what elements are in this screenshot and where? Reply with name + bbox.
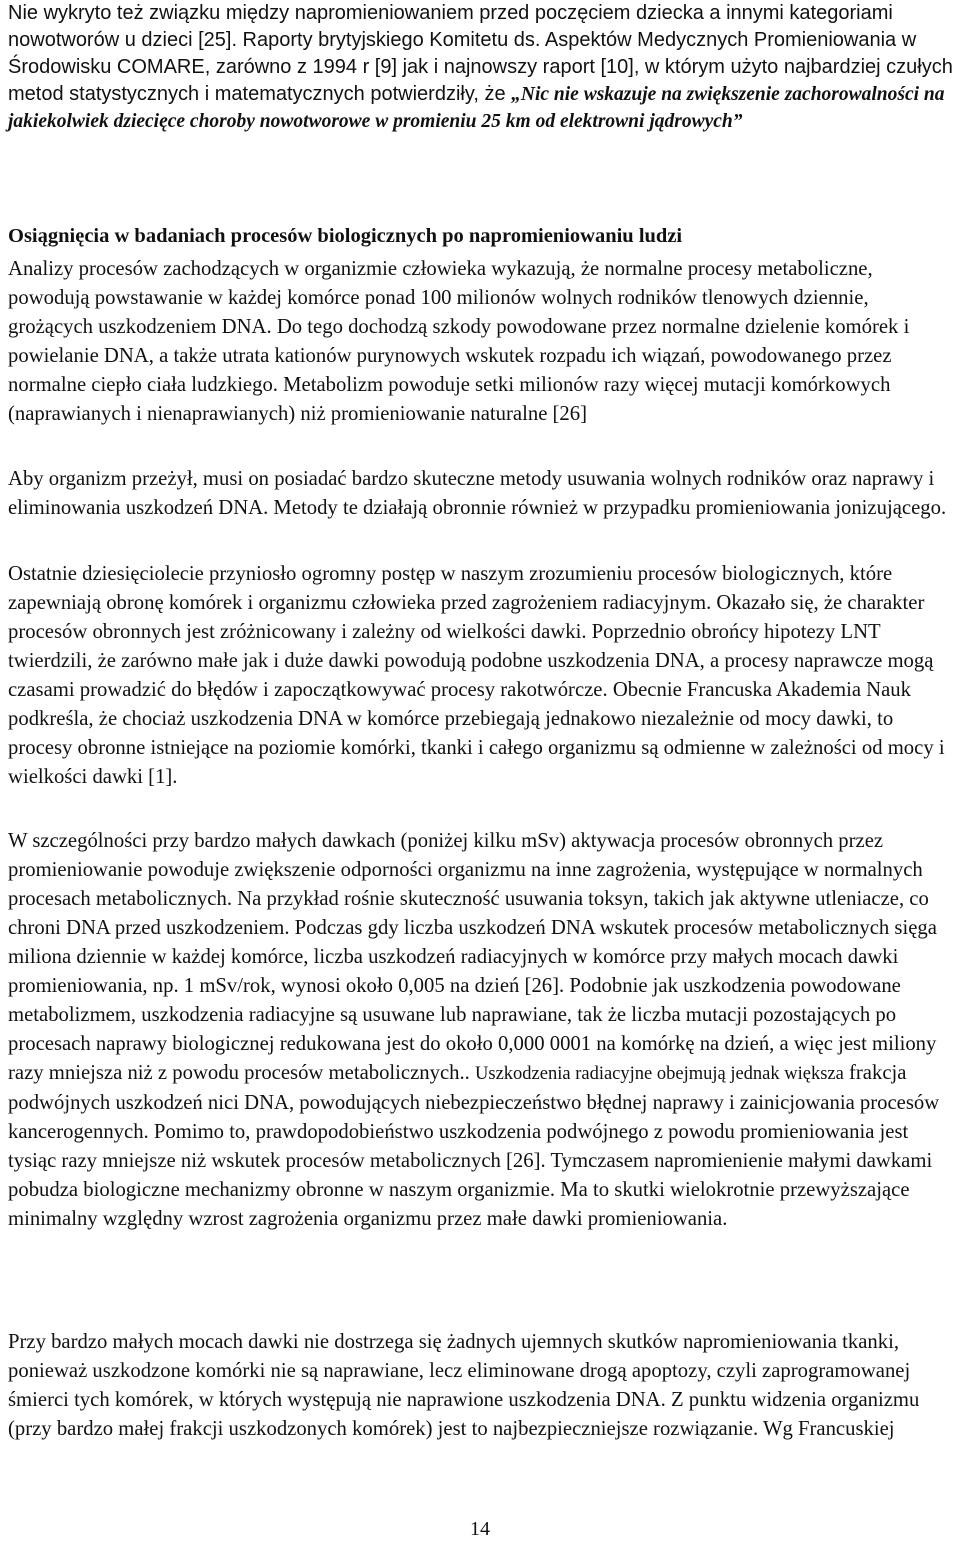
paragraph-small-doses-rest: frakcja podwójnych uszkodzeń nici DNA, powodujących niebezpieczeństwo błędnej naprawy i zainicjowania procesów kancerogennych. Pomimo to, prawdopodobieństwo uszkodzenia podwójnego z powodu promieniowania jest tysiąc razy mniejsze niż wskutek procesów metabolicznych [26]. Tymczasem napromienienie małymi dawkami pobudza biologiczne mechanizmy obronne w naszym organizmie. Ma to skutki wielokrotnie przewyższające minimalny względny wzrost zagrożenia organizmu przez małe dawki promieniowania. (8, 1062, 940, 1230)
section-heading: Osiągnięcia w badaniach procesów biologicznych po napromieniowaniu ludzi (8, 225, 683, 247)
page-number: 14 (470, 1518, 490, 1540)
paragraph-metabolism: Analizy procesów zachodzących w organizmie człowieka wykazują, że normalne procesy metaboliczne, powodują powstawanie w każdej komórce ponad 100 milionów wolnych rodników tlenowych dziennie, grożących uszkodzeniem DNA. Do tego dochodzą szkody powodowane przez normalne dzielenie komórek i powielanie DNA, a także utrata kationów purynowych wskutek rozpadu ich wiązań, powodowanego przez normalne ciepło ciała ludzkiego. Metabolizm powoduje setki milionów razy więcej mutacji komórkowych (naprawianych i nienaprawianych) niż promieniowanie naturalne [26] (8, 258, 910, 425)
paragraph-small-doses-small-text: Uszkodzenia radiacyjne obejmują jednak większa (475, 1064, 844, 1084)
paragraph-survival: Aby organizm przeżył, musi on posiadać bardzo skuteczne metody usuwania wolnych rodników oraz naprawy i eliminowania uszkodzeń DNA. Metody te działają obronnie również w przypadku promieniowania jonizującego. (8, 468, 947, 519)
intro-paragraph (8, 0, 954, 135)
paragraph-small-doses-main: W szczególności przy bardzo małych dawkach (poniżej kilku mSv) aktywacja procesów obronnych przez promieniowanie powoduje zwiększenie odporności organizmu na inne zagrożenia, występujące w normalnych procesach metabolicznych. Na przykład rośnie skuteczność usuwania toksyn, takich jak aktywne utleniacze, co chroni DNA przed uszkodzeniem. Podczas gdy liczba uszkodzeń DNA wskutek procesów metabolicznych sięga miliona dziennie w każdej komórce, liczba uszkodzeń radiacyjnych w komórce przy małych mocach dawki promieniowania, np. 1 mSv/rok, wynosi około 0,005 na dzień [26]. Podobnie jak uszkodzenia powodowane metabolizmem, uszkodzenia radiacyjne są usuwane lub naprawiane, tak że liczba mutacji pozostających po procesach naprawy biologicznej redukowana jest do około 0,000 0001 na komórkę na dzień, a więc jest miliony razy mniejsza niż z powodu procesów metabolicznych.. (8, 830, 937, 1084)
paragraph-progress: Ostatnie dziesięciolecie przyniosło ogromny postęp w naszym zrozumieniu procesów biologicznych, które zapewniają obronę komórek i organizmu człowieka przed zagrożeniem radiacyjnym. Okazało się, że charakter procesów obronnych jest zróżnicowany i zależny od wielkości dawki. Poprzednio obrońcy hipotezy LNT twierdzili, że zarówno małe jak i duże dawki powodują podobne uszkodzenia DNA, a procesy naprawcze mogą czasami prowadzić do błędów i zapoczątkowywać procesy rakotwórcze. Obecnie Francuska Akademia Nauk podkreśla, że chociaż uszkodzenia DNA w komórce przebiegają jednakowo niezależnie od mocy dawki, to procesy obronne istniejące na poziomie komórki, tkanki i całego organizmu są odmienne w zależności od mocy i wielkości dawki [1]. (8, 563, 945, 788)
paragraph-apoptosis: Przy bardzo małych mocach dawki nie dostrzega się żadnych ujemnych skutków napromieniowania tkanki, ponieważ uszkodzone komórki nie są naprawiane, lecz eliminowane drogą apoptozy, czyli zaprogramowanej śmierci tych komórek, w których występują nie naprawione uszkodzenia DNA. Z punktu widzenia organizmu (przy bardzo małej frakcji uszkodzonych komórek) jest to najbezpieczniejsze rozwiązanie. Wg Francuskiej (8, 1331, 920, 1440)
paragraph-small-doses (8, 827, 956, 1234)
intro-quote: „Nic nie wskazuje na zwiększenie zachorowalności na jakiekolwiek dziecięce choroby nowotworowe w promieniu 25 km od elektrowni jądrowych” (8, 84, 945, 132)
intro-text: Nie wykryto też związku między napromieniowaniem przed poczęciem dziecka a innymi kategoriami nowotworów u dzieci [25]. Raporty brytyjskiego Komitetu ds. Aspektów Medycznych Promieniowania w Środowisku COMARE, zarówno z 1994 r [9] jak i najnowszy raport [10], w którym użyto najbardziej czułych metod statystycznych i matematycznych potwierdziły, że (8, 2, 953, 105)
